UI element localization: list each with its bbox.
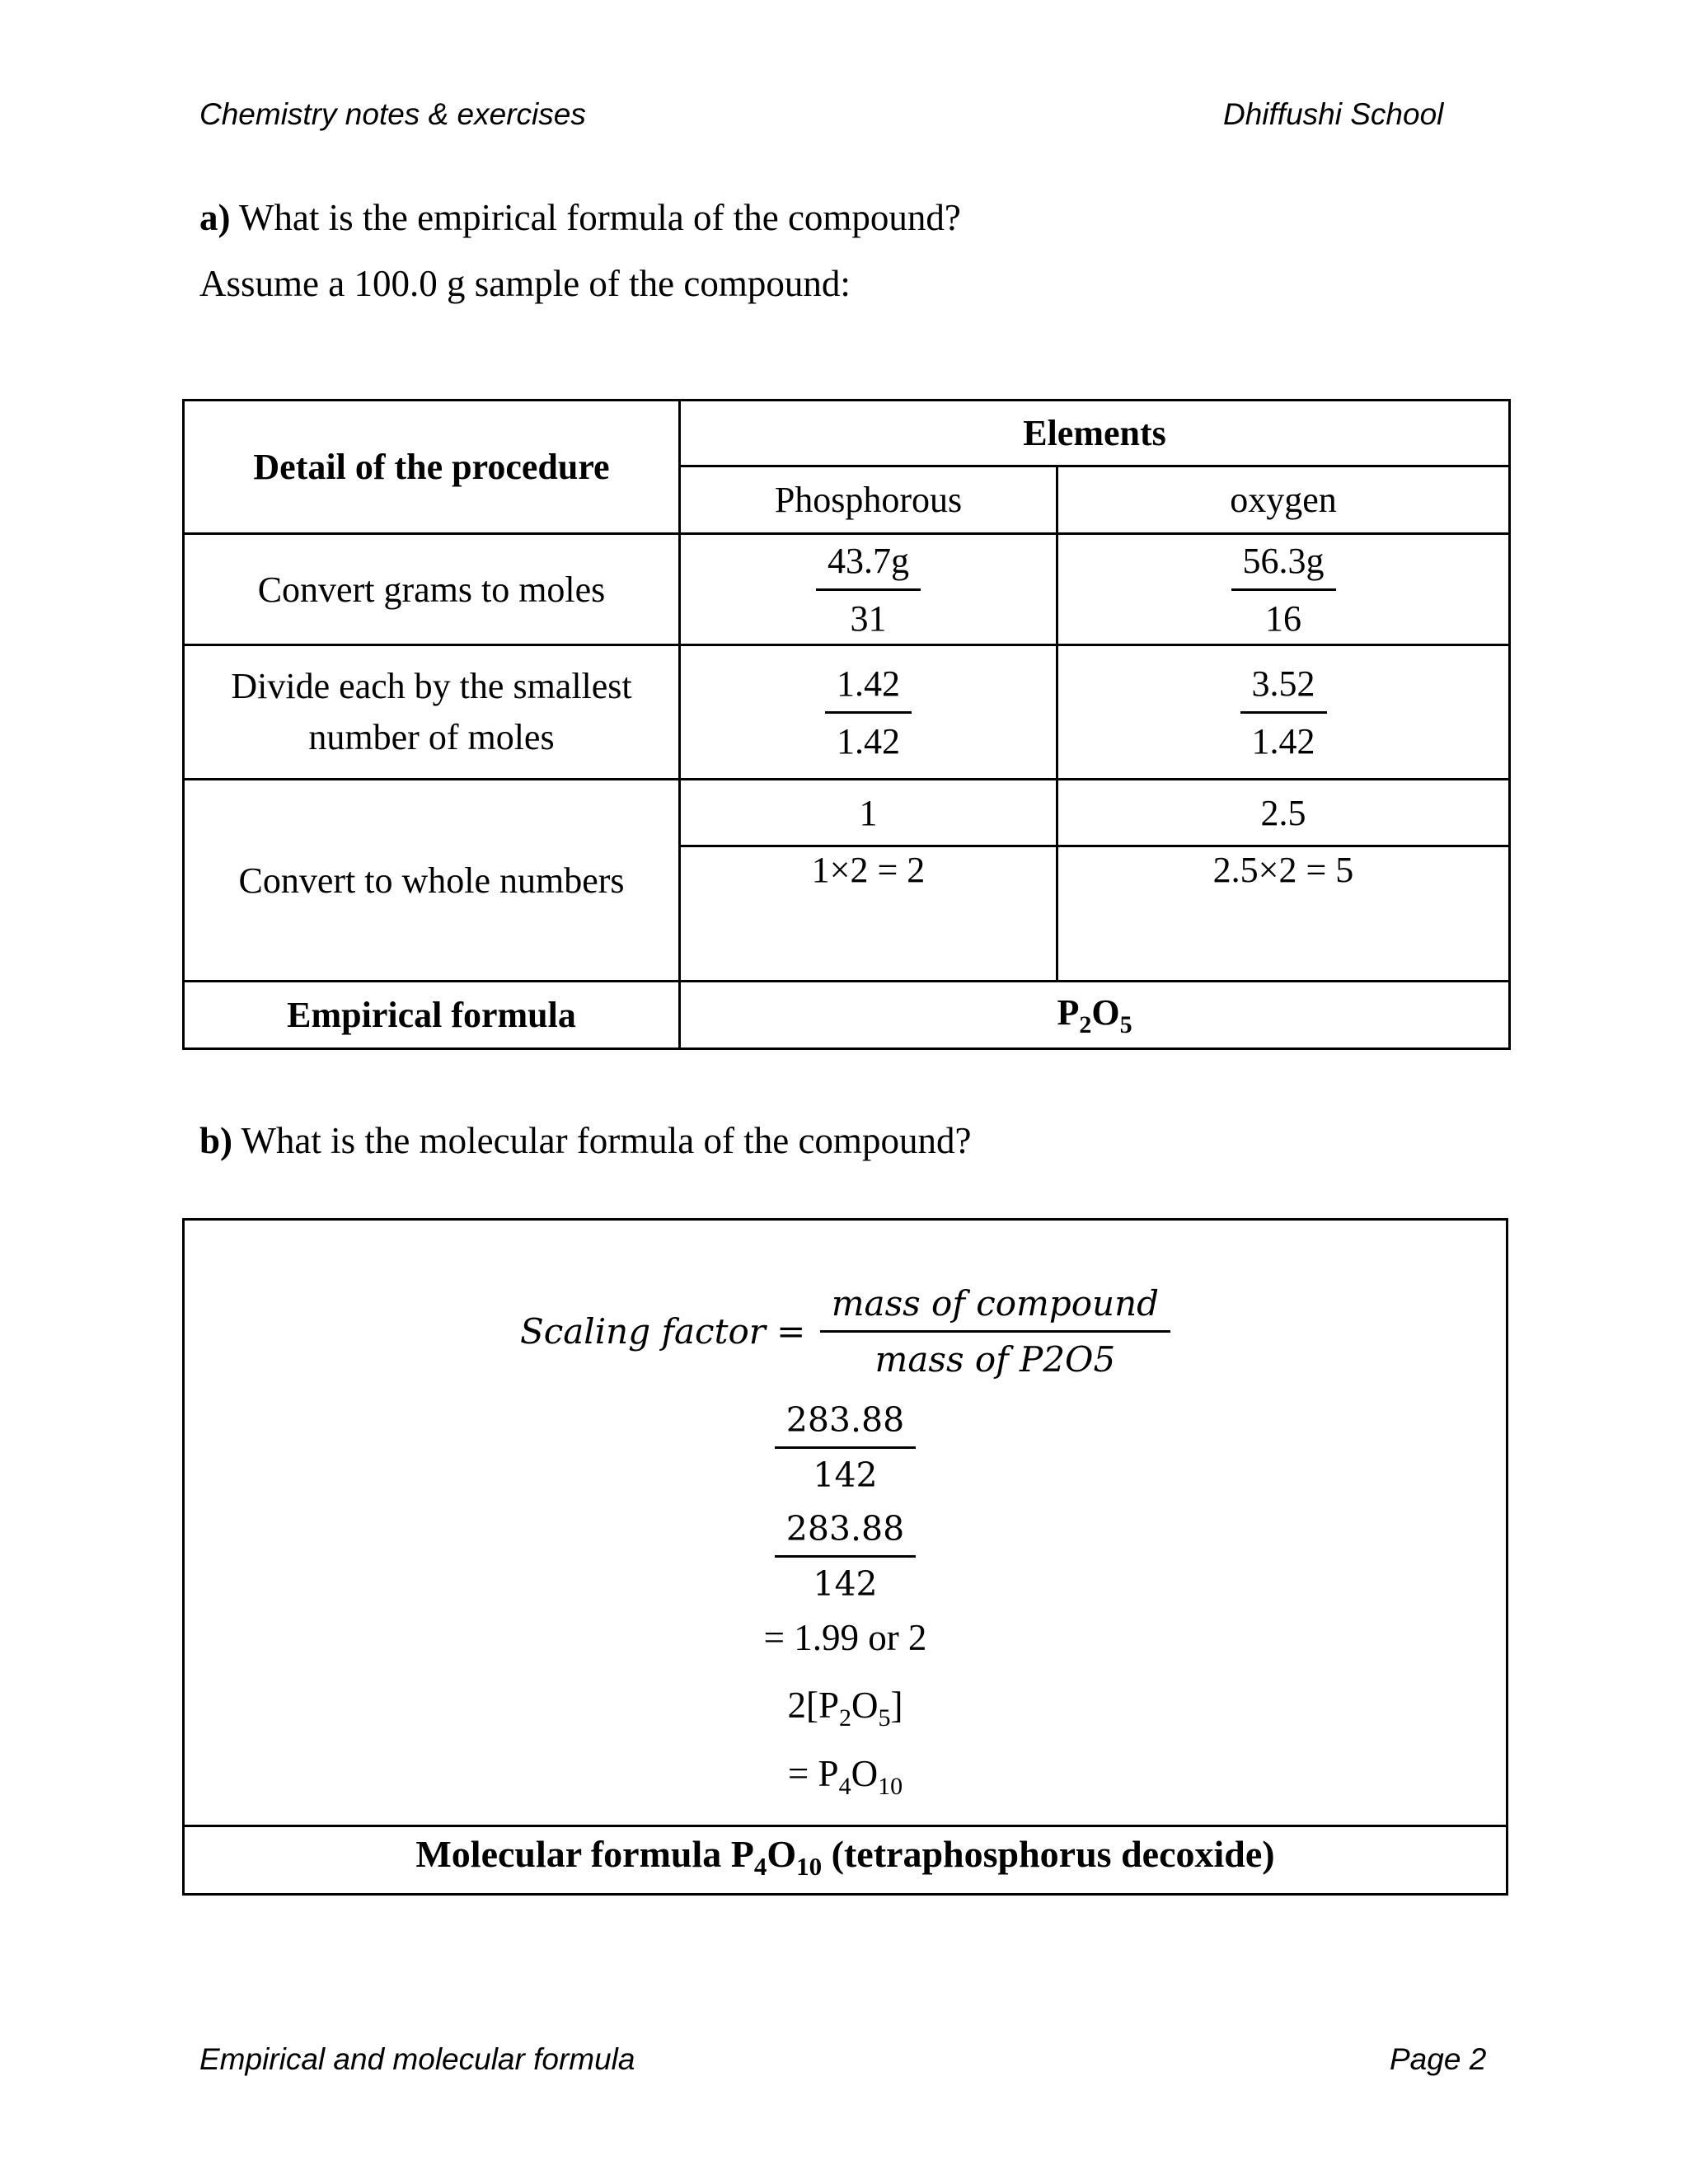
- part-b-question-text: What is the molecular formula of the compound?: [241, 1120, 972, 1161]
- empirical-o: O: [1091, 991, 1120, 1033]
- fraction-2-numerator: 283.88: [775, 1509, 916, 1558]
- row-divide-label-line2: number of moles: [308, 717, 555, 757]
- box-divider: [185, 1825, 1506, 1827]
- p-moles-fraction: [816, 540, 921, 640]
- multiple-sub2: 5: [878, 1704, 891, 1732]
- header-elements: Elements: [680, 401, 1510, 466]
- header-detail: Detail of the procedure: [184, 401, 680, 534]
- scaling-lhs: Scaling factor =: [519, 1311, 806, 1352]
- p-moles-numerator: 43.7g: [816, 540, 921, 591]
- empirical-formula-value: [680, 982, 1510, 1049]
- part-a-question: [199, 196, 961, 239]
- row-empirical-label: Empirical formula: [184, 982, 680, 1049]
- fraction-1-body: [775, 1400, 916, 1495]
- final-sub2: 10: [878, 1773, 903, 1800]
- part-a-question-text: What is the empirical formula of the compound?: [238, 197, 961, 238]
- fraction-1-numerator: 283.88: [775, 1400, 916, 1449]
- fraction-2-body: [775, 1509, 916, 1604]
- p-divide-cell: [680, 645, 1057, 780]
- p-divide-denominator: 1.42: [837, 720, 900, 762]
- multiple-o: O: [851, 1685, 879, 1726]
- o-divide-cell: [1057, 645, 1510, 780]
- multiple-post: ]: [890, 1685, 903, 1726]
- molecular-formula-box: [182, 1218, 1508, 1896]
- final-sub1: 4: [838, 1773, 851, 1800]
- row-whole-label: Convert to whole numbers: [184, 780, 680, 982]
- empirical-formula-table: [182, 399, 1511, 1050]
- fraction-1-denominator: 142: [813, 1455, 878, 1495]
- row-divide-label: [184, 645, 680, 780]
- o-moles-numerator: 56.3g: [1231, 540, 1336, 591]
- footer-left: Empirical and molecular formula: [199, 2042, 635, 2076]
- o-moles-cell: [1057, 534, 1510, 645]
- o-moles-fraction: [1231, 540, 1336, 640]
- header-right: Dhiffushi School: [1223, 97, 1444, 131]
- o-divide-numerator: 3.52: [1240, 663, 1327, 714]
- empirical-p: P: [1057, 991, 1080, 1033]
- p-divide-fraction: [825, 663, 912, 762]
- part-a-assumption: Assume a 100.0 g sample of the compound:: [199, 263, 851, 304]
- fraction-2: [185, 1509, 1506, 1604]
- molecular-sub2: 10: [796, 1852, 823, 1882]
- element-phosphorous: Phosphorous: [680, 466, 1057, 534]
- molecular-post: (tetraphosphorus decoxide): [822, 1833, 1275, 1875]
- part-a-label: a): [199, 197, 231, 238]
- part-b-label: b): [199, 1120, 233, 1161]
- header-left: Chemistry notes & exercises: [199, 97, 586, 131]
- o-whole-cell: 2.5×2 = 5: [1057, 846, 1510, 982]
- p-divide-numerator: 1.42: [825, 663, 912, 714]
- scaling-factor-equation: [185, 1283, 1506, 1380]
- empirical-sub2: 5: [1119, 1010, 1132, 1038]
- scaling-fraction: [820, 1283, 1170, 1380]
- scaling-result: = 1.99 or 2: [763, 1617, 927, 1658]
- o-moles-denominator: 16: [1265, 598, 1301, 639]
- molecular-o: O: [767, 1833, 797, 1875]
- p-moles-denominator: 31: [850, 598, 887, 639]
- scaling-denominator: mass of P2O5: [874, 1339, 1116, 1380]
- element-oxygen: oxygen: [1057, 466, 1510, 534]
- multiple-sub1: 2: [839, 1704, 851, 1732]
- row-convert-moles-label: Convert grams to moles: [184, 534, 680, 645]
- empirical-sub1: 2: [1079, 1010, 1092, 1038]
- footer-right: Page 2: [1390, 2042, 1487, 2076]
- p-ratio-cell: 1: [680, 780, 1057, 846]
- multiple-pre: 2[P: [787, 1685, 839, 1726]
- fraction-1: [185, 1400, 1506, 1495]
- molecular-formula-answer: [185, 1832, 1506, 1882]
- final-o: O: [851, 1753, 879, 1794]
- p-whole-cell: 1×2 = 2: [680, 846, 1057, 982]
- final-formula: [185, 1752, 1506, 1801]
- p-moles-cell: [680, 534, 1057, 645]
- scaling-numerator: mass of compound: [820, 1283, 1170, 1333]
- multiple-formula: [185, 1684, 1506, 1732]
- molecular-pre: Molecular formula P: [415, 1833, 754, 1875]
- part-b-question: [199, 1119, 971, 1162]
- row-divide-label-line1: Divide each by the smallest: [231, 666, 632, 707]
- fraction-2-denominator: 142: [813, 1564, 878, 1604]
- o-divide-denominator: 1.42: [1251, 720, 1315, 762]
- molecular-sub1: 4: [753, 1852, 767, 1882]
- o-divide-fraction: [1240, 663, 1327, 762]
- final-pre: = P: [787, 1753, 839, 1794]
- o-ratio-cell: 2.5: [1057, 780, 1510, 846]
